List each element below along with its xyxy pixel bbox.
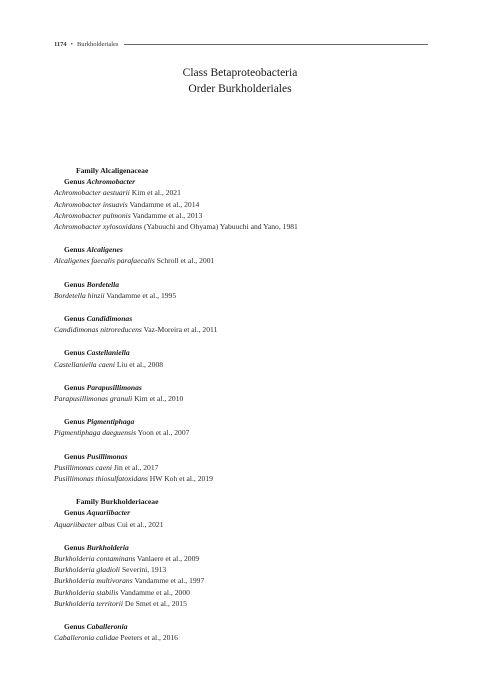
species-authority: Kim et al., 2021 (131, 188, 181, 198)
page-number: 1174 (54, 41, 67, 48)
genus-prefix: Genus (64, 279, 85, 289)
genus-prefix: Genus (64, 542, 85, 552)
class-title: Class Betaproteobacteria (182, 67, 298, 79)
family-heading: Family Burkholderiaceae (76, 497, 159, 507)
species-name: Burkholderia stabilis (54, 587, 119, 597)
species-name: Achromobacter xylosoxidans (54, 222, 143, 232)
species-entry (54, 587, 434, 598)
species-entry (54, 564, 434, 575)
genus-heading (64, 416, 434, 427)
species-name: Burkholderia multivorans (54, 576, 133, 586)
species-entry (54, 462, 434, 473)
species-authority: Vandamme et al., 2014 (129, 199, 200, 209)
genus-name: Achromobacter (86, 177, 136, 187)
spacer (54, 301, 434, 313)
species-name: Achromobacter insuavis (54, 199, 128, 209)
spacer (54, 335, 434, 347)
species-authority: Jin et al., 2017 (113, 462, 159, 472)
spacer (54, 370, 434, 382)
species-authority: Vaz-Moreira et al., 2011 (143, 325, 218, 335)
order-title: Order Burkholderiales (188, 82, 292, 95)
species-name: Candidimonas nitroreducens (54, 325, 142, 335)
genus-prefix: Genus (64, 622, 85, 632)
species-entry (54, 199, 434, 210)
species-authority: Vanlaere et al., 2009 (136, 554, 200, 564)
species-name: Pusillimonas caeni (54, 462, 113, 472)
genus-prefix: Genus (64, 382, 85, 392)
species-name: Castellaniella caeni (54, 359, 115, 369)
running-title: Burkholderiales (76, 41, 119, 48)
genus-heading (64, 542, 434, 553)
species-name: Burkholderia gladioli (54, 565, 121, 575)
species-entry (54, 575, 434, 586)
species-authority: Vandamme et al., 2000 (120, 587, 190, 597)
genus-prefix: Genus (64, 348, 85, 358)
genus-heading (64, 279, 434, 290)
spacer (54, 232, 434, 244)
species-name: Caballeronia calidae (54, 633, 119, 643)
genus-heading (64, 313, 434, 324)
species-entry (54, 553, 434, 564)
genus-name: Alcaligenes (86, 245, 123, 255)
species-name: Alcaligenes faecalis parafaecalis (54, 256, 155, 266)
species-name: Burkholderia territorii (54, 598, 123, 608)
genus-name: Burkholderia (86, 542, 129, 552)
spacer (54, 530, 434, 542)
species-authority: Schroll et al., 2001 (156, 256, 215, 266)
species-entry (54, 324, 434, 335)
genus-prefix: Genus (64, 245, 85, 255)
genus-heading (64, 507, 434, 518)
species-name: Achromobacter aestuarii (54, 188, 130, 198)
species-entry (54, 632, 434, 643)
species-entry (54, 221, 434, 232)
species-entry (54, 519, 434, 530)
genus-heading (64, 451, 434, 462)
genus-name: Pigmentiphaga (86, 417, 135, 427)
species-entry (54, 473, 434, 484)
genus-name: Caballeronia (86, 622, 128, 632)
species-name: Bordetella hinzii (54, 290, 105, 300)
genus-name: Parapusillimonas (86, 382, 142, 392)
family-heading: Family Alcaligenaceae (76, 166, 149, 175)
species-entry (54, 598, 434, 609)
genus-name: Aquariibacter (86, 508, 131, 518)
genus-heading (64, 621, 434, 632)
species-entry (54, 210, 434, 221)
species-authority: Severini, 1913 (121, 565, 167, 575)
species-authority: HW Koh et al., 2019 (149, 474, 213, 484)
header-rule (124, 44, 428, 45)
species-authority: Liu et al., 2008 (116, 359, 164, 369)
species-authority: Peeters et al., 2016 (120, 633, 178, 643)
spacer (54, 439, 434, 451)
genus-prefix: Genus (64, 177, 85, 187)
species-name: Parapusillimonas granuli (54, 394, 133, 404)
species-name: Aquariibacter albus (54, 519, 115, 529)
genus-heading (64, 244, 434, 255)
genus-prefix: Genus (64, 417, 85, 427)
species-entry (54, 255, 434, 266)
taxonomy-list (54, 165, 434, 644)
species-authority: Yoon et al., 2007 (137, 428, 190, 438)
species-name: Pigmentiphaga daeguensis (54, 428, 137, 438)
species-entry (54, 427, 434, 438)
species-entry (54, 187, 434, 198)
species-authority: Vandamme et al., 1997 (134, 576, 205, 586)
running-header (54, 41, 428, 48)
species-authority: (Yabuuchi and Ohyama) Yabuuchi and Yano, 1981 (144, 222, 298, 232)
genus-name: Castellaniella (86, 348, 130, 358)
spacer (54, 484, 434, 496)
species-entry (54, 393, 434, 404)
header-bullet: • (70, 41, 73, 48)
genus-name: Pusillimonas (86, 451, 128, 461)
species-authority: Vandamme et al., 2013 (132, 210, 203, 220)
section-titles (0, 66, 480, 97)
genus-heading (64, 176, 434, 187)
genus-heading (64, 347, 434, 358)
species-authority: Cui et al., 2021 (116, 519, 164, 529)
species-authority: Vandamme et al., 1995 (106, 290, 177, 300)
spacer (54, 404, 434, 416)
genus-name: Bordetella (86, 279, 120, 289)
species-entry (54, 290, 434, 301)
species-name: Burkholderia contaminans (54, 554, 136, 564)
species-name: Pusillimonas thiosulfatoxidans (54, 474, 148, 484)
genus-prefix: Genus (64, 508, 85, 518)
spacer (54, 609, 434, 621)
genus-heading (64, 382, 434, 393)
species-name: Achromobacter pulmonis (54, 210, 131, 220)
species-authority: Kim et al., 2010 (134, 394, 184, 404)
species-authority: De Smet et al., 2015 (124, 598, 187, 608)
genus-name: Candidimonas (86, 314, 133, 324)
spacer (54, 267, 434, 279)
genus-prefix: Genus (64, 451, 85, 461)
genus-prefix: Genus (64, 314, 85, 324)
species-entry (54, 359, 434, 370)
